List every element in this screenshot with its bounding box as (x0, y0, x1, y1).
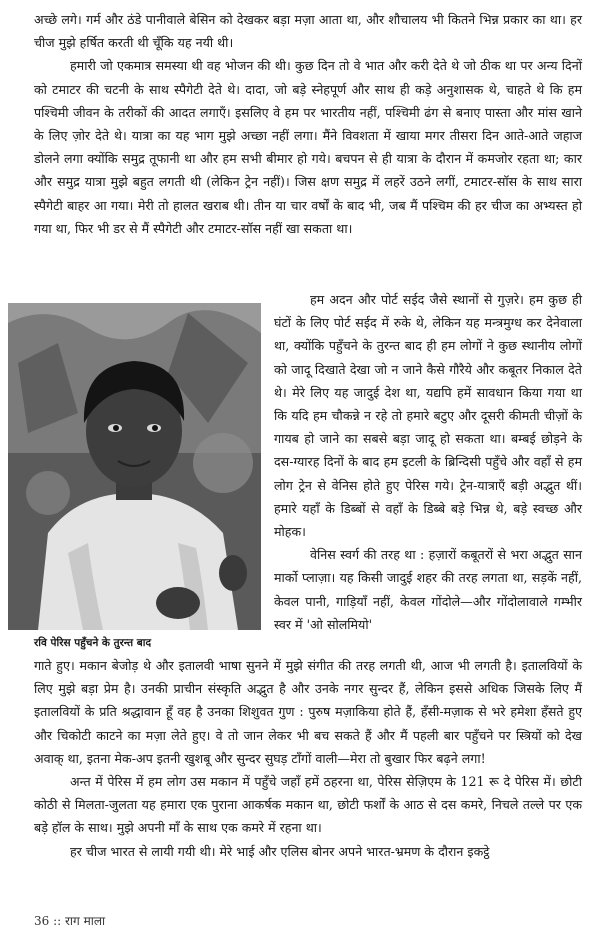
text-block-top (34, 8, 582, 240)
paragraph: वेनिस स्वर्ग की तरह था : हज़ारों कबूतरों से भरा अद्भुत सान मार्को प्लाज़ा। यह किसी जादुई शहर की तरह लगता था, सड़कें नहीं, केवल पानी, गाड़ियाँ नहीं, केवल गोंदोले—और गोंदोलावाले गम्भीर स्वर में 'ओ सोलमियो' (274, 547, 582, 632)
text-block-bottom (34, 654, 582, 863)
photo-illustration (8, 303, 261, 630)
paragraph: गाते हुए। मकान बेजोड़ थे और इतालवी भाषा सुनने में मुझे संगीत की तरह लगती थी, आज भी लगती है। इतालवियों के लिए मुझे बड़ा प्रेम है। उनकी प्राचीन संस्कृति अद्भुत है और उनके नगर सुन्दर हैं, लेकिन इससे अधिक जिसके लिए मैं इतालवियों के प्रति श्रद्धावान हूँ वह है उनका शिशुवत गुण : पुरुष मज़ाकिया होते हैं, हँसी-मज़ाक से भरे हमेशा हँसते हुए और चिकोटी काटने का मज़ा लेते हुए। वे तो जान लेकर भी बच सकते हैं और मैं पहली बार पहुँचने पर स्त्रियों को देख अवाक् था, इतना मेक-अप इतनी खुशबू और सुन्दर सुघड़ टाँगों वाली—मेरा तो बुखार फिर बढ़ने लगा! (34, 658, 582, 766)
photo-ravi (8, 303, 261, 630)
paragraph: हर चीज भारत से लायी गयी थी। मेरे भाई और एलिस बोनर अपने भारत-भ्रमण के दौरान इकट्ठे (70, 843, 490, 859)
paragraph: अन्त में पेरिस में हम लोग उस मकान में पहुँचे जहाँ हमें ठहरना था, पेरिस सेज़िएम के 121 रू दे पेरिस में। छोटी कोठी से मिलता-जुलता यह हमारा एक पुराना आकर्षक मकान था, छोटी फर्शों के आठ से दस कमरे, निचले तल्ले पर एक बड़े हॉल के साथ। मुझे अपनी माँ के साथ एक कमरे में रहना था। (34, 774, 582, 836)
paragraph: हमारी जो एकमात्र समस्या थी वह भोजन की थी। कुछ दिन तो वे भात और करी देते थे जो ठीक था पर अन्य दिनों को टमाटर की चटनी के साथ स्पैगेटी देते थे। दादा, जो बड़े स्नेहपूर्ण और साथ ही कड़े अनुशासक थे, चाहते थे कि हम पश्चिमी जीवन के तरीकों की आदत लगाएँ। इसलिए वे हम पर भारतीय नहीं, पश्चिमी ढंग से बनाए पास्ता और मांस खाने के लिए ज़ोर देते थे। यात्रा का यह भाग मुझे अच्छा नहीं लगा। मैंने विवशता में खाया मगर तीसरा दिन आते-आते जहाज डोलने लगा क्योंकि समुद्र तूफानी था और हम सभी बीमार हो गये। बचपन से ही यात्रा के दौरान में कमजोर रहता था; कार और समुद्र यात्रा मुझे बहुत लगती थी (लेकिन ट्रेन नहीं)। जिस क्षण समुद्र में लहरें उठने लगीं, टमाटर-सॉस के साथ सारा स्पैगेटी बाहर आ गया। मेरी तो हालत खराब थी। तीन या चार वर्षों के बाद भी, जब मैं पश्चिम की हर चीज का अभ्यस्त हो गया था, फिर भी डर से मैं स्पैगेटी और टमाटर-सॉस नहीं खा सकता था। (34, 58, 582, 236)
text-block-beside-photo (274, 288, 582, 636)
photo-caption: रवि पेरिस पहुँचने के तुरन्त बाद (34, 637, 152, 649)
paragraph: हम अदन और पोर्ट सईद जैसे स्थानों से गुज़रे। हम कुछ ही घंटों के लिए पोर्ट सईद में रुके थे, लेकिन यह मन्त्रमुग्ध कर देनेवाला था, क्योंकि पहुँचने के तुरन्त बाद ही हम लोगों ने कुछ स्थानीय लोगों को जादू दिखाते देखा जो न जाने कैसे गौरैये और कबूतर निकाल देते थे। मेरे लिए यह जादुई देश था, यद्यपि हमें सावधान किया गया था कि यदि हम चौकन्ने न रहे तो हमारे बटुए और दूसरी कीमती चीज़ों के गायब हो जाने का सबसे बड़ा जादू हो सकता था। बम्बई छोड़ने के दस-ग्यारह दिनों के बाद हम इटली के ब्रिन्दिसी पहुँचे और वहाँ से हम लोग ट्रेन से वेनिस होते हुए पेरिस गये। ट्रेन-यात्राएँ बड़ी अद्भुत थीं। हमारे यहाँ के डिब्बों से वहाँ के डिब्बे बड़े भिन्न थे, बड़े स्वच्छ और मोहक। (274, 292, 582, 540)
page-footer: 36 :: राग माला (34, 914, 106, 928)
paragraph: अच्छे लगे। गर्म और ठंडे पानीवाले बेसिन को देखकर बड़ा मज़ा आता था, और शौचालय भी कितने भिन्न प्रकार का था। हर चीज मुझे हर्षित करती थी चूँकि यह नयी थी। (34, 12, 582, 51)
